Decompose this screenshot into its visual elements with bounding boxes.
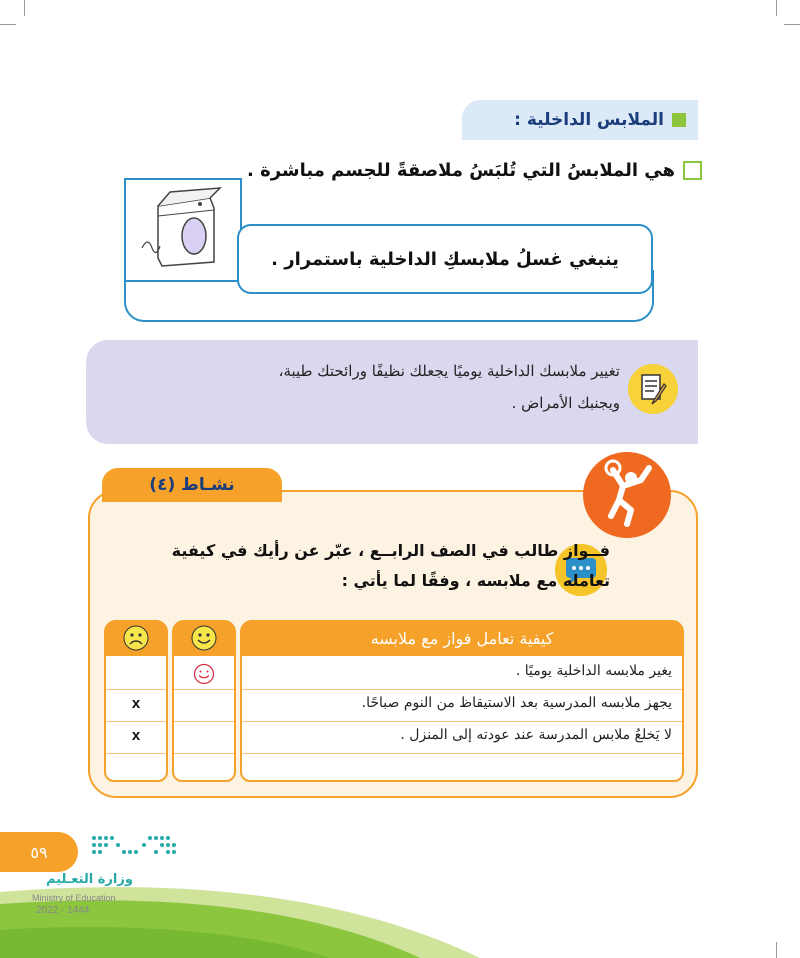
activity-line-2: تعامله مع ملابسه ، وفقًا لما يأتي : xyxy=(341,571,610,590)
crop-mark xyxy=(0,24,16,25)
happy-cell[interactable] xyxy=(174,722,234,754)
crop-mark xyxy=(24,0,25,16)
table-row xyxy=(242,722,682,754)
activity-person-icon xyxy=(583,452,671,538)
happy-cell[interactable] xyxy=(174,690,234,722)
row-text: يجهز ملابسه المدرسية بعد الاستيقاظ من النوم صباحًا. xyxy=(361,695,672,711)
ministry-name-en: Ministry of Education xyxy=(32,893,116,903)
table-header: كيفية تعامل فواز مع ملابسه xyxy=(240,620,684,656)
callout-text: ينبغي غسلُ ملابسكِ الداخلية باستمرار . xyxy=(271,248,619,270)
definition-line xyxy=(247,160,702,181)
sad-cell[interactable] xyxy=(106,690,166,722)
activity-line-1: فــواز طالب في الصف الرابــع ، عبّر عن رأيك في كيفية xyxy=(171,541,610,560)
activity-label: نشـاط (٤) xyxy=(102,468,282,502)
x-mark: x xyxy=(131,695,141,712)
sad-cell[interactable] xyxy=(106,658,166,690)
sad-cell xyxy=(106,754,166,786)
happy-cell[interactable] xyxy=(174,658,234,690)
green-square-icon xyxy=(672,113,686,127)
happy-face-icon xyxy=(193,663,215,685)
crop-mark xyxy=(776,0,777,16)
happy-face-icon xyxy=(191,625,217,651)
washing-machine-icon xyxy=(140,186,226,270)
activity-question xyxy=(90,536,610,596)
behavior-column xyxy=(240,620,684,782)
tip-text xyxy=(140,355,620,419)
section-header xyxy=(462,100,698,140)
sad-column xyxy=(104,620,168,782)
table-row xyxy=(242,754,682,786)
row-text: يغير ملابسه الداخلية يوميًا . xyxy=(515,663,672,679)
sad-cell[interactable] xyxy=(106,722,166,754)
sad-face-icon xyxy=(123,625,149,651)
section-title: الملابس الداخلية : xyxy=(514,110,664,130)
ministry-logo-icon xyxy=(84,832,180,862)
notepad-pencil-icon xyxy=(628,364,678,414)
tip-line-2: ويجنبك الأمراض . xyxy=(511,394,620,412)
row-text: لا يَخلعُ ملابس المدرسة عند عودته إلى المنزل . xyxy=(400,727,672,743)
table-row xyxy=(242,658,682,690)
crop-mark xyxy=(784,24,800,25)
page-number: ٥٩ xyxy=(0,832,78,872)
definition-text: هي الملابسُ التي تُلبَسُ ملاصقةً للجسم مباشرة . xyxy=(246,160,675,181)
happy-cell xyxy=(174,754,234,786)
x-mark: x xyxy=(131,727,141,744)
year-label: 2022 - 1444 xyxy=(36,905,90,916)
table-row xyxy=(242,690,682,722)
happy-column xyxy=(172,620,236,782)
checkbox-icon xyxy=(683,161,702,180)
ministry-name-ar: وزارة التعـليم xyxy=(46,872,133,887)
callout-bubble xyxy=(237,224,653,294)
tip-line-1: تغيير ملابسك الداخلية يوميًا يجعلك نظيفًا ورائحتك طيبة، xyxy=(278,362,620,380)
